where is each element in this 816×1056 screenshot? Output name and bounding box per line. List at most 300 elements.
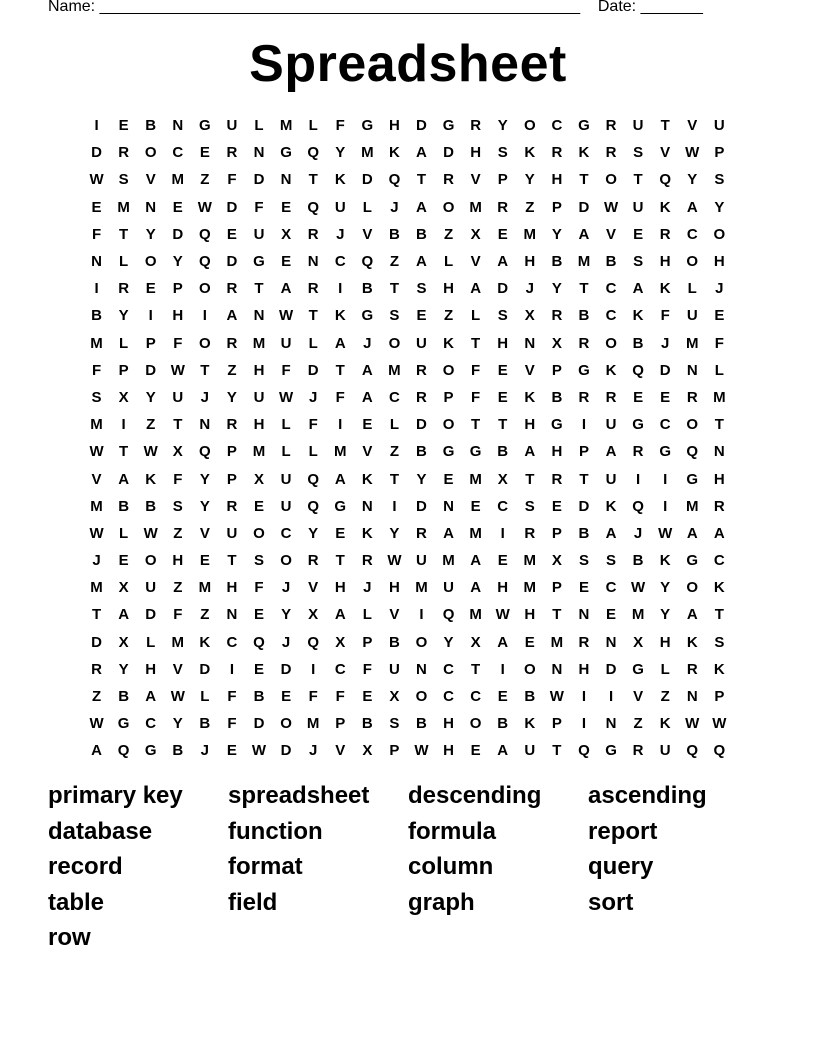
grid-letter: G (253, 253, 265, 271)
grid-letter: H (497, 579, 509, 597)
grid-letter: R (632, 443, 644, 461)
grid-letter: H (388, 579, 400, 597)
grid-letter: E (470, 497, 481, 515)
grid-letter: D (497, 280, 509, 298)
grid-letter: O (442, 416, 455, 434)
grid-letter: T (714, 606, 724, 624)
grid-row (83, 493, 733, 520)
grid-letter: K (659, 715, 671, 733)
grid-letter: X (308, 606, 319, 624)
grid-letter: N (686, 361, 698, 379)
grid-letter: D (361, 171, 373, 189)
grid-letter: R (91, 660, 102, 678)
grid-letter: L (281, 416, 291, 434)
grid-letter: I (663, 497, 668, 515)
grid-letter: M (252, 443, 266, 461)
grid-letter: U (632, 198, 644, 216)
grid-letter: U (659, 742, 671, 760)
grid-letter: Z (389, 253, 399, 271)
grid-letter: A (443, 524, 454, 542)
grid-row (83, 302, 733, 329)
grid-letter: H (334, 579, 346, 597)
grid-letter: S (389, 307, 400, 325)
grid-letter: Z (633, 715, 643, 733)
grid-row (83, 574, 733, 601)
grid-letter: L (254, 117, 264, 135)
grid-letter: B (416, 715, 427, 733)
grid-letter: Y (308, 524, 319, 542)
grid-letter: U (280, 497, 292, 515)
grid-letter: M (713, 388, 726, 406)
grid-letter: P (145, 334, 156, 352)
grid-letter: L (119, 253, 129, 271)
grid-row (83, 520, 733, 547)
grid-letter: U (253, 388, 265, 406)
grid-letter: M (90, 497, 103, 515)
grid-letter: R (551, 144, 563, 162)
grid-letter: T (173, 416, 183, 434)
grid-letter: H (713, 470, 725, 488)
grid-letter: U (686, 307, 698, 325)
grid-letter: U (443, 579, 454, 597)
grid-letter: T (389, 280, 399, 298)
grid-letter: O (388, 334, 401, 352)
grid-letter: I (311, 660, 316, 678)
grid-letter: I (663, 470, 668, 488)
grid-letter: W (251, 742, 267, 760)
grid-letter: P (226, 443, 237, 461)
grid-letter: H (524, 253, 536, 271)
grid-letter: W (197, 198, 212, 216)
grid-letter: A (91, 742, 102, 760)
grid-letter: E (254, 606, 265, 624)
grid-letter: M (469, 470, 482, 488)
grid-letter: F (227, 688, 237, 706)
grid-letter: V (524, 361, 535, 379)
grid-letter: O (442, 198, 455, 216)
word-list-item: descending (408, 782, 542, 809)
grid-letter: A (686, 198, 698, 216)
grid-letter: R (307, 225, 319, 243)
grid-letter: M (550, 633, 564, 651)
grid-letter: A (470, 280, 482, 298)
grid-letter: G (659, 443, 672, 461)
header (48, 0, 703, 16)
grid-letter: Q (578, 742, 590, 760)
grid-row (83, 221, 733, 248)
grid-letter: Q (713, 742, 726, 760)
grid-row (83, 411, 733, 438)
grid-letter: C (334, 660, 346, 678)
grid-letter: Q (199, 225, 211, 243)
grid-letter: A (145, 688, 157, 706)
grid-letter: R (118, 144, 130, 162)
grid-letter: T (471, 416, 481, 434)
grid-letter: C (145, 715, 157, 733)
grid-letter: G (144, 742, 157, 760)
grid-letter: L (687, 280, 697, 298)
grid-letter: X (470, 225, 481, 243)
grid-row (83, 601, 733, 628)
grid-row (83, 194, 733, 221)
grid-letter: E (633, 225, 644, 243)
grid-letter: Q (307, 144, 319, 162)
grid-letter: F (335, 688, 345, 706)
grid-letter: M (469, 198, 482, 216)
grid-letter: D (416, 117, 427, 135)
grid-letter: I (500, 524, 505, 542)
grid-letter: N (91, 253, 102, 271)
grid-letter: R (416, 388, 427, 406)
page-title: Spreadsheet (249, 35, 567, 93)
grid-letter: Q (307, 497, 319, 515)
grid-letter: K (524, 388, 536, 406)
grid-letter: S (389, 715, 400, 733)
grid-letter: Y (443, 633, 454, 651)
grid-row (83, 139, 733, 166)
grid-letter: Z (146, 416, 156, 434)
grid-letter: H (497, 334, 509, 352)
grid-letter: Y (660, 579, 671, 597)
word-list-item: function (228, 817, 323, 845)
grid-letter: E (660, 388, 671, 406)
grid-letter: E (118, 117, 129, 135)
grid-letter: W (685, 144, 700, 162)
word-list-item: ascending (588, 782, 707, 809)
name-line: ______________________________________________________ (99, 0, 581, 15)
grid-letter: J (363, 579, 372, 597)
grid-letter: J (200, 388, 210, 406)
grid-letter: D (578, 198, 590, 216)
grid-letter: Y (687, 171, 698, 189)
grid-letter: S (118, 171, 129, 189)
grid-letter: E (254, 660, 265, 678)
grid-letter: O (199, 280, 211, 298)
grid-letter: R (686, 388, 698, 406)
grid-letter: E (362, 688, 373, 706)
grid-letter: I (229, 660, 235, 678)
grid-letter: M (361, 144, 374, 162)
grid-letter: S (497, 144, 508, 162)
grid-letter: V (91, 470, 102, 488)
grid-letter: X (551, 552, 562, 570)
grid-letter: M (306, 715, 320, 733)
grid-letter: K (361, 524, 373, 542)
grid-letter: T (471, 334, 481, 352)
grid-letter: M (198, 579, 212, 597)
grid-letter: X (335, 633, 346, 651)
grid-letter: J (281, 633, 291, 651)
grid-letter: W (143, 443, 158, 461)
grid-letter: P (714, 688, 725, 706)
grid-letter: L (119, 334, 129, 352)
grid-letter: O (442, 361, 455, 379)
grid-letter: E (551, 497, 562, 515)
grid-letter: Y (497, 117, 508, 135)
grid-letter: L (443, 253, 454, 271)
grid-row (83, 547, 733, 574)
grid-letter: W (89, 171, 104, 189)
grid-letter: Q (117, 742, 130, 760)
grid-letter: C (605, 307, 617, 325)
grid-letter: Z (200, 171, 210, 189)
grid-row (83, 656, 733, 683)
grid-letter: E (714, 307, 725, 325)
grid-letter: Z (525, 198, 535, 216)
grid-letter: E (91, 198, 102, 216)
grid-letter: Y (199, 497, 210, 515)
grid-letter: J (336, 225, 345, 243)
grid-letter: F (173, 334, 183, 352)
grid-letter: W (387, 552, 402, 570)
grid-letter: I (148, 307, 153, 325)
grid-letter: F (91, 361, 102, 379)
grid-letter: S (714, 171, 725, 189)
grid-letter: C (713, 552, 725, 570)
grid-letter: S (497, 307, 508, 325)
grid-letter: F (308, 688, 318, 706)
grid-letter: J (308, 388, 318, 406)
grid-letter: M (523, 552, 537, 570)
grid-letter: B (632, 334, 644, 352)
grid-letter: D (226, 198, 238, 216)
grid-letter: V (470, 253, 481, 271)
grid-letter: A (334, 606, 346, 624)
grid-letter: R (226, 416, 238, 434)
grid-letter: D (443, 144, 454, 162)
grid-letter: R (578, 388, 590, 406)
grid-letter: H (551, 443, 563, 461)
grid-letter: L (714, 361, 724, 379)
grid-letter: B (632, 552, 644, 570)
grid-letter: Q (659, 171, 672, 189)
grid-letter: O (253, 524, 265, 542)
grid-letter: E (226, 742, 237, 760)
grid-letter: U (334, 198, 346, 216)
grid-row (83, 629, 733, 656)
grid-letter: O (523, 660, 536, 678)
grid-letter: H (659, 253, 671, 271)
grid-letter: K (686, 633, 698, 651)
grid-letter: V (362, 443, 373, 461)
grid-letter: G (199, 117, 211, 135)
grid-letter: N (605, 715, 617, 733)
grid-row (83, 710, 733, 737)
grid-letter: G (578, 361, 590, 379)
grid-letter: Y (172, 253, 183, 271)
grid-letter: F (281, 361, 291, 379)
grid-letter: X (118, 388, 129, 406)
grid-letter: I (581, 688, 587, 706)
grid-letter: A (416, 253, 427, 271)
grid-letter: C (605, 280, 617, 298)
grid-letter: F (660, 307, 670, 325)
grid-letter: E (281, 198, 292, 216)
grid-letter: B (497, 443, 509, 461)
grid-letter: R (361, 552, 373, 570)
grid-letter: E (497, 225, 508, 243)
grid-letter: A (713, 524, 725, 542)
grid-letter: A (497, 742, 509, 760)
grid-letter: W (279, 307, 294, 325)
grid-letter: W (89, 715, 104, 733)
grid-letter: O (686, 579, 699, 597)
grid-letter: J (661, 334, 670, 352)
grid-letter: K (361, 470, 373, 488)
grid-letter: W (712, 715, 727, 733)
grid-letter: X (389, 688, 400, 706)
grid-letter: Y (118, 307, 129, 325)
grid-letter: D (91, 144, 102, 162)
grid-letter: B (145, 117, 157, 135)
grid-letter: S (172, 497, 183, 515)
grid-letter: P (551, 524, 562, 542)
grid-letter: R (307, 552, 319, 570)
grid-letter: H (388, 117, 400, 135)
grid-letter: P (362, 633, 373, 651)
grid-letter: S (254, 552, 265, 570)
word-list-item: spreadsheet (228, 782, 370, 809)
grid-letter: P (172, 280, 183, 298)
grid-letter: W (631, 579, 646, 597)
grid-letter: R (686, 660, 698, 678)
word-list-item: sort (588, 888, 634, 916)
word-list-item: primary key (48, 782, 183, 809)
grid-letter: D (416, 497, 427, 515)
grid-letter: A (497, 253, 509, 271)
grid-letter: K (605, 497, 617, 515)
grid-letter: W (414, 742, 429, 760)
grid-letter: C (470, 688, 482, 706)
grid-letter: A (334, 470, 346, 488)
grid-letter: C (551, 117, 563, 135)
grid-letter: E (497, 361, 508, 379)
grid-letter: N (307, 253, 319, 271)
grid-letter: R (605, 144, 617, 162)
grid-letter: B (524, 688, 536, 706)
grid-letter: S (524, 497, 535, 515)
grid-letter: R (713, 497, 725, 515)
grid-letter: G (469, 443, 482, 461)
grid-letter: V (335, 742, 346, 760)
grid-letter: B (388, 633, 400, 651)
grid-letter: B (388, 225, 400, 243)
grid-letter: Q (442, 606, 455, 624)
grid-letter: C (659, 416, 671, 434)
grid-letter: R (226, 497, 238, 515)
grid-letter: G (334, 497, 347, 515)
word-list (48, 780, 768, 958)
grid-letter: F (335, 117, 345, 135)
grid-letter: F (254, 579, 264, 597)
grid-letter: M (171, 633, 185, 651)
grid-letter: R (578, 334, 590, 352)
grid-letter: Z (173, 579, 183, 597)
grid-letter: M (252, 334, 266, 352)
grid-letter: Z (173, 524, 183, 542)
grid-letter: X (118, 579, 129, 597)
grid-letter: Y (172, 715, 183, 733)
grid-letter: N (524, 334, 536, 352)
grid-letter: M (333, 443, 347, 461)
grid-letter: I (202, 307, 207, 325)
grid-letter: V (470, 171, 481, 189)
grid-letter: H (226, 579, 238, 597)
grid-letter: N (172, 117, 184, 135)
grid-letter: U (280, 334, 292, 352)
grid-letter: O (713, 225, 726, 243)
grid-letter: P (551, 198, 562, 216)
grid-letter: U (713, 117, 725, 135)
grid-letter: Z (660, 688, 670, 706)
grid-letter: X (497, 470, 508, 488)
grid-letter: D (280, 660, 292, 678)
grid-letter: D (91, 633, 102, 651)
date-label: Date: (597, 0, 637, 15)
grid-letter: H (253, 361, 265, 379)
word-list-item: format (228, 853, 303, 880)
grid-letter: V (606, 225, 617, 243)
grid-letter: G (361, 307, 374, 325)
grid-letter: G (578, 117, 590, 135)
grid-letter: O (144, 552, 157, 570)
grid-letter: C (443, 688, 454, 706)
grid-letter: P (118, 361, 129, 379)
grid-letter: D (605, 660, 617, 678)
word-list-item: column (408, 853, 494, 880)
grid-letter: S (633, 144, 644, 162)
grid-letter: O (280, 715, 292, 733)
grid-letter: W (603, 198, 619, 216)
grid-letter: K (443, 334, 454, 352)
name-label: Name: (48, 0, 96, 15)
grid-letter: O (280, 552, 292, 570)
grid-letter: K (199, 633, 211, 651)
grid-letter: L (362, 198, 372, 216)
grid-letter: T (579, 171, 589, 189)
grid-letter: Y (551, 280, 562, 298)
grid-letter: Z (91, 688, 102, 706)
grid-letter: E (470, 742, 481, 760)
grid-letter: Y (145, 388, 156, 406)
word-list-item: record (48, 853, 123, 880)
grid-letter: K (145, 470, 157, 488)
grid-letter: M (90, 334, 103, 352)
grid-letter: D (578, 497, 590, 515)
grid-letter: J (281, 579, 291, 597)
grid-letter: T (335, 361, 345, 379)
grid-letter: K (388, 144, 400, 162)
letter-grid (83, 112, 733, 765)
grid-letter: A (334, 334, 346, 352)
grid-letter: I (94, 117, 99, 135)
grid-letter: J (633, 524, 643, 542)
grid-letter: L (471, 307, 481, 325)
grid-letter: M (631, 606, 645, 624)
grid-letter: M (469, 606, 482, 624)
grid-letter: R (605, 388, 617, 406)
grid-letter: U (145, 579, 157, 597)
grid-letter: B (361, 715, 373, 733)
grid-letter: A (605, 524, 617, 542)
grid-letter: K (713, 660, 725, 678)
grid-letter: Q (388, 171, 401, 189)
grid-letter: F (335, 388, 345, 406)
grid-row (83, 248, 733, 275)
grid-letter: A (416, 144, 427, 162)
grid-letter: H (524, 416, 536, 434)
grid-letter: X (118, 633, 129, 651)
